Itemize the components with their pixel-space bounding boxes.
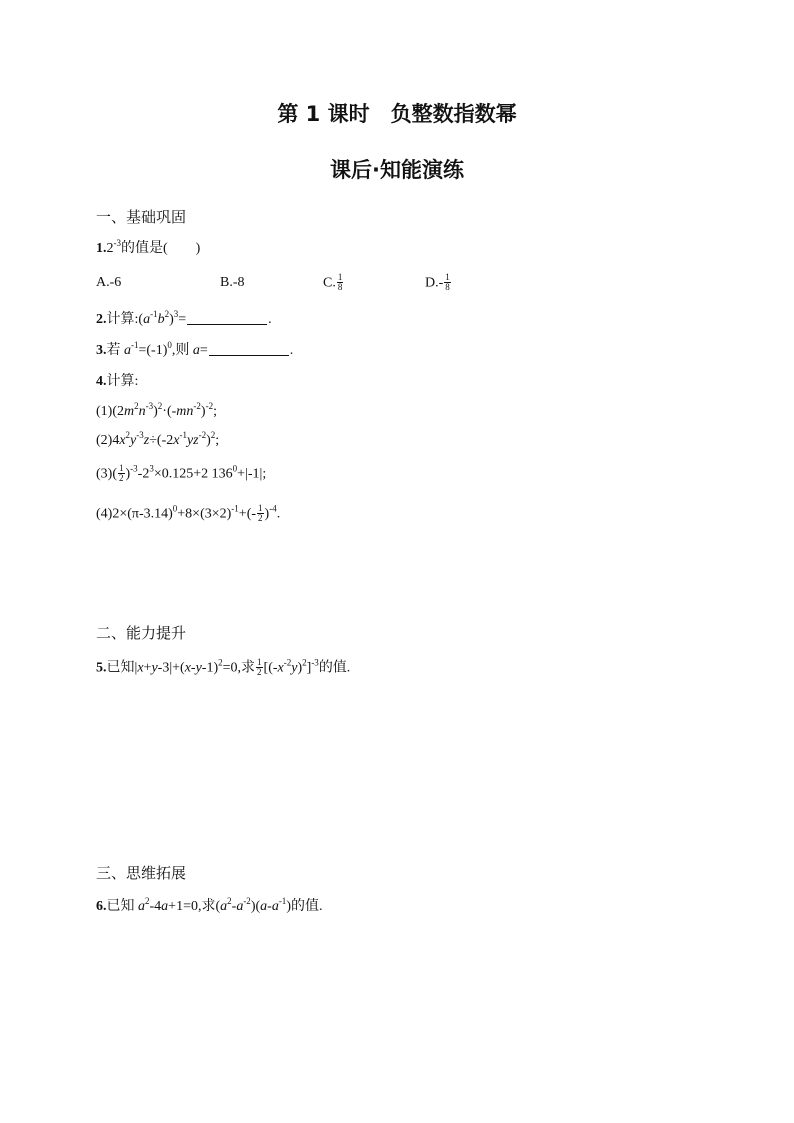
question-stem-2: ,则 (171, 343, 193, 358)
question-stem: 的值是( ) (121, 241, 201, 256)
question-ask: ,求 (237, 660, 256, 676)
question-tail: 的值. (318, 660, 351, 676)
question-3: 3.若 $a^{-1}=(-1)^0$,则 a= . (96, 340, 294, 358)
option-d (425, 274, 452, 293)
question-number: 6. (96, 899, 107, 914)
expression-part: +2 136 (193, 466, 233, 482)
question-4-part-1: $(1)(2m^2n^{-3})^2\cdot(-mn^{-2})^{-2}$; (96, 401, 217, 419)
question-tail: 的值. (290, 899, 323, 914)
question-6: 6.已知 $a^2-4a+1=0$,求$(a^2-a^{-2})(a-a^{-1})$的值. (96, 896, 323, 914)
denominator: 2 (257, 667, 262, 677)
fraction (444, 273, 451, 292)
answer-blank[interactable] (187, 311, 267, 325)
question-5: 5.已知$|x+y-3|+(x-y-1)^2=0$,求 $\frac{1}{2}$ $[(-x^{-2}y)^2]^{-3}$的值. (96, 657, 351, 677)
option-c-label: C. (323, 275, 336, 291)
question-stem: 已知 (106, 899, 138, 914)
denominator: 8 (337, 282, 343, 292)
fraction (257, 504, 264, 523)
question-4-part-2: $(2)4x^2y^{-3}z\div(-2x^{-1}yz^{-2})^2$; (96, 430, 220, 448)
page-title: 第 1 课时 负整数指数幂 (277, 102, 517, 126)
numerator: 1 (445, 272, 450, 282)
option-a: A.-6 (96, 275, 122, 290)
denominator: 2 (119, 473, 124, 483)
part-label: (1) (96, 404, 113, 419)
question-stem: 若 (106, 343, 124, 358)
page-subtitle: 课后·知能演练 (330, 158, 464, 182)
question-number: 1. (96, 241, 107, 256)
numerator: 1 (257, 657, 262, 667)
question-1-options (96, 274, 496, 298)
question-stem: 已知 (106, 660, 135, 676)
section-basic: 一、基础巩固 (96, 208, 187, 226)
fraction (256, 658, 263, 677)
question-number: 4. (96, 374, 107, 389)
question-4 (96, 373, 138, 391)
answer-blank[interactable] (209, 342, 289, 356)
question-number: 2. (96, 312, 107, 327)
option-d-label: D.- (425, 275, 444, 291)
section-advanced: 二、能力提升 (96, 624, 187, 642)
question-ask: ,求 (197, 899, 216, 914)
fraction (118, 464, 125, 483)
numerator: 1 (337, 272, 343, 282)
part-label: (4)2×(π-3.14) (96, 506, 173, 522)
option-b: B.-8 (220, 275, 245, 290)
question-2: 2.计算$:(a^{-1}b^2)^3=$ . (96, 309, 272, 327)
question-4-part-4: $(4)2\times(\pi-3.14)^0+8\times(3\times 2)^{-1}+(-$ $\frac{1}{2}$ )$^{-4}$. (96, 503, 281, 523)
denominator: 2 (258, 513, 263, 523)
question-number: 3. (96, 343, 107, 358)
numerator: 1 (119, 463, 124, 473)
section-extension: 三、思维拓展 (96, 864, 187, 882)
question-stem: 计算: (106, 374, 139, 389)
part-label: (2) (96, 433, 113, 448)
question-4-part-3: (3)( $\frac{1}{2}$ )$^{-3}-2^3\times 0.125+2$ $136^0+|-1|$; (96, 463, 267, 483)
denominator: 8 (445, 282, 450, 292)
option-c (323, 274, 344, 293)
expression-part: +8×(3×2) (177, 506, 232, 522)
question-stem: 计算: (106, 312, 139, 327)
numerator: 1 (258, 503, 263, 513)
question-1: $1.2^{-3}$的值是( ) (96, 238, 201, 256)
fraction (337, 273, 344, 292)
part-label: (3) (96, 466, 113, 482)
question-number: 5. (96, 660, 107, 676)
